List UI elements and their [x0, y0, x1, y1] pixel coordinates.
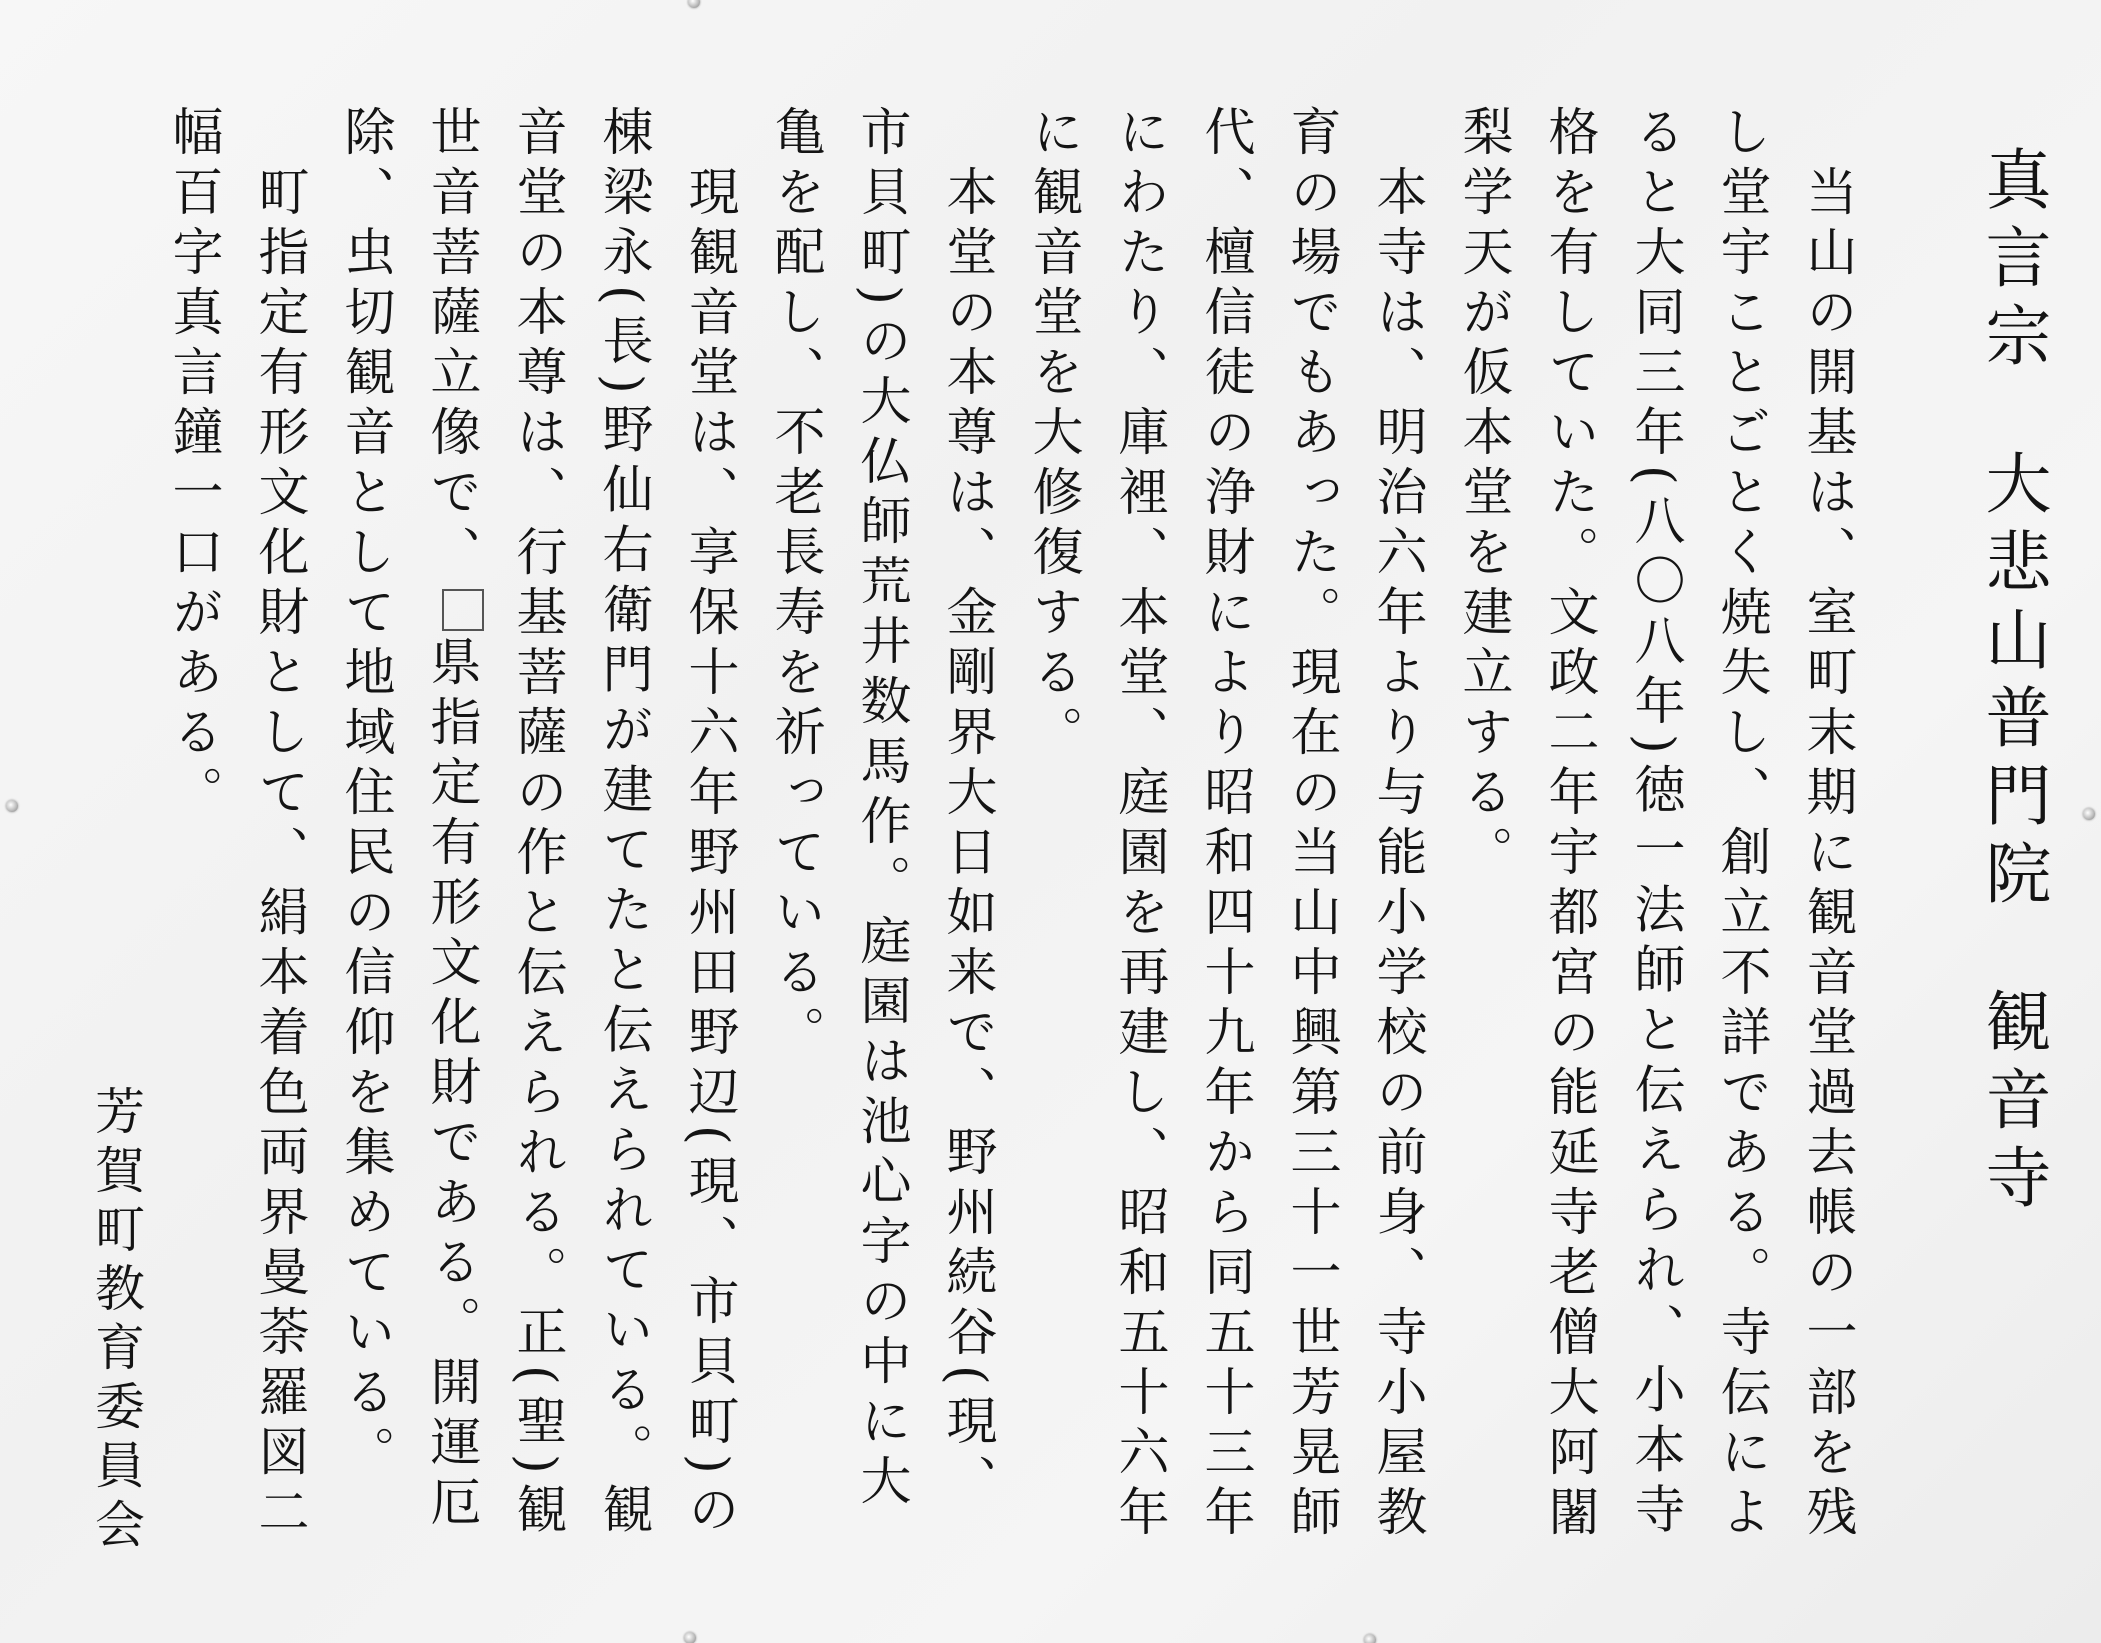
- blank-box: [442, 589, 484, 631]
- signature: 芳賀町教育委員会: [87, 1085, 145, 1557]
- paragraph-main-hall: 本堂の本尊は、金剛界大日如来で、野州続谷(現、市貝町)の大仏師荒井数馬作。庭園は池心字の中に大亀を配し、不老長寿を祈っている。: [765, 105, 996, 1514]
- paragraph-cultural-property: 町指定有形文化財として、絹本着色両界曼荼羅図二幅百字真言鐘一口がある。: [163, 105, 308, 1545]
- title-mountain: 大悲山普門院: [1974, 449, 2051, 917]
- screw-icon: [6, 800, 18, 812]
- paragraph-kannon-hall: 現観音堂は、享保十六年野州田野辺(現、市貝町)の棟梁永(長)野仙右衛門が建てたと伝えられている。観音堂の本尊は、行基菩薩の作と伝えられる。正(聖)観世音菩薩立像で、県指定有形文化財である。開運厄除、虫切観音として地域住民の信仰を集めている。: [335, 105, 738, 1543]
- screw-icon: [688, 0, 700, 8]
- screw-icon: [1364, 1634, 1376, 1643]
- title-sect: 真言宗: [1974, 145, 2051, 379]
- title-temple: 観音寺: [1974, 987, 2051, 1221]
- sign-text: [60, 105, 2051, 1605]
- paragraph-founding: 当山の開基は、室町末期に観音堂過去帳の一部を残し堂宇ことごとく焼失し、創立不詳である。寺伝によると大同三年(八〇八年)徳一法師と伝えられ、小本寺格を有していた。文政二年宇都宮の能延寺老僧大阿闍梨学天が仮本堂を建立する。: [1453, 105, 1856, 1545]
- screw-icon: [684, 1632, 696, 1643]
- screw-icon: [2083, 808, 2095, 820]
- paragraph-school-history: 本寺は、明治六年より与能小学校の前身、寺小屋教育の場でもあった。現在の当山中興第三十一世芳晃師代、檀信徒の浄財により昭和四十九年から同五十三年にわたり、庫裡、本堂、庭園を再建し、昭和五十六年に観音堂を大修復する。: [1023, 105, 1426, 1545]
- page-title: [1974, 105, 2051, 1345]
